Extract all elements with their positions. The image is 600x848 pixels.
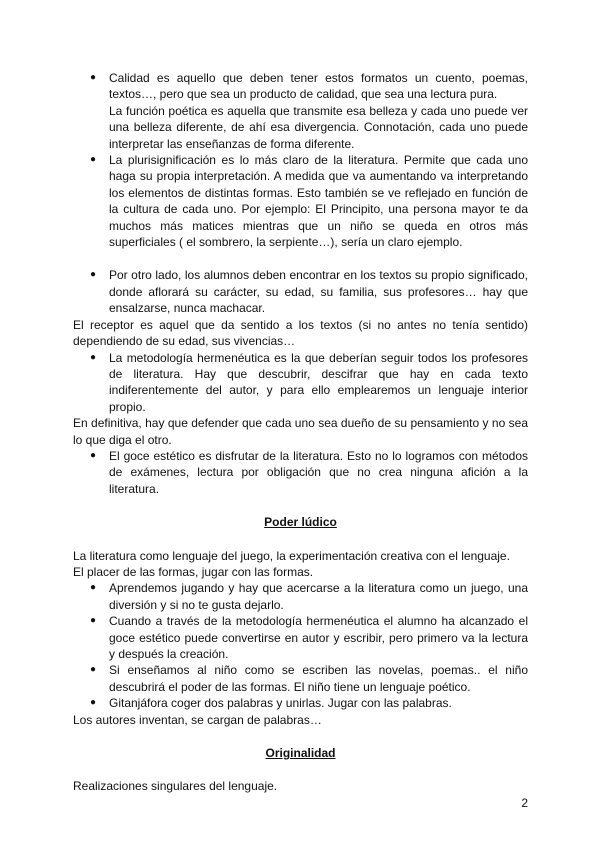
spacer: [73, 497, 528, 514]
top-list: [73, 70, 528, 250]
bullet-icon: ●: [90, 154, 97, 166]
list-goce: [73, 448, 528, 497]
section-heading-originalidad: Originalidad: [265, 746, 336, 761]
paragraph-originalidad: Realizaciones singulares del lenguaje.: [73, 779, 278, 794]
list-item-plurisignificacion: ● La plurisignificación es lo más claro de la literatura. Permite que cada uno haga su propia interpretación. A medida que va aumentando va interpretando los elementos de distintas formas. Esto también se ve reflejado en función de la cultura de cada uno. Por ejemplo: El Principito, una persona mayor te da muchos más matices mientras que un niño se queda en otros más superficiales ( el sombrero, la serpiente…), sería un claro ejemplo.: [90, 153, 528, 250]
spacer: [73, 250, 528, 267]
paragraph-ludico-intro-2: El placer de las formas, jugar con las formas.: [73, 564, 314, 579]
document-page: [73, 70, 528, 795]
list-item: ● Gitanjáfora coger dos palabras y unirlas. Jugar con las palabras.: [90, 696, 452, 711]
list-item-calidad: ● Calidad es aquello que deben tener estos formatos un cuento, poemas, textos…, pero que sea un producto de calidad, que sea una lectura pura. La función poética es aquella que transmite esa belleza y cada uno puede ver una belleza diferente, de ahí esa divergencia. Connotación, cada uno puede interpretar las enseñanzas de forma diferente.: [90, 71, 528, 151]
list-item-goce: ● El goce estético es disfrutar de la literatura. Esto no lo logramos con métodos de exámenes, lectura por obligación que no crea ninguna afición a la literatura.: [90, 448, 528, 496]
bullet-icon: ●: [90, 697, 97, 709]
bullet-icon: ●: [90, 72, 97, 83]
paragraph-ludico-closing: Los autores inventan, se cargan de palabras…: [73, 712, 322, 727]
bullet-icon: ●: [90, 615, 97, 627]
bullet-icon: ●: [90, 351, 97, 363]
list-ludico: [73, 580, 528, 711]
spacer: [73, 761, 528, 778]
list-metodologia: [73, 350, 528, 416]
bullet-icon: ●: [90, 664, 97, 676]
spacer: [73, 728, 528, 745]
list-item-metodologia: ● La metodología hermenéutica es la que deberían seguir todos los profesores de literatura. Hay que descubrir, descifrar que hay en cada texto indiferentemente del autor, y para ello emplearemos un lenguaje interior propio.: [90, 350, 528, 414]
paragraph-definitiva: En definitiva, hay que defender que cada uno sea dueño de su pensamiento y no sea lo que diga el otro.: [73, 416, 528, 447]
page-number: 2: [521, 796, 528, 810]
spacer: [73, 531, 528, 548]
list-item: ● Cuando a través de la metodología hermenéutica el alumno ha alcanzado el goce estético puede convertirse en autor y escribir, pero primero va la lectura y después la creación.: [90, 614, 528, 661]
paragraph-receptor: El receptor es aquel que da sentido a los textos (si no antes no tenía sentido) dependiendo de su edad, sus vivencias…: [73, 317, 528, 349]
list-item-otro-lado: ● Por otro lado, los alumnos deben encontrar en los textos su propio significado, donde aflorará su carácter, su edad, su familia, sus profesores… hay que ensalzarse, nunca machacar.: [90, 268, 528, 316]
list-item: ● Si enseñamos al niño como se escriben las novelas, poemas.. el niño descubrirá el poder de las formas. El niño tiene un lenguaje poético.: [90, 663, 528, 694]
list-otro-lado: [73, 267, 528, 316]
bullet-icon: ●: [90, 449, 97, 461]
list-item: ● Aprendemos jugando y hay que acercarse a la literatura como un juego, una diversión y si no te gusta dejarlo.: [90, 581, 528, 612]
bullet-icon: ●: [90, 269, 97, 281]
bullet-icon: ●: [90, 582, 97, 594]
paragraph-ludico-intro-1: La literatura como lenguaje del juego, la experimentación creativa con el lenguaje.: [73, 548, 510, 563]
section-heading-poder-ludico: Poder lúdico: [264, 515, 337, 530]
